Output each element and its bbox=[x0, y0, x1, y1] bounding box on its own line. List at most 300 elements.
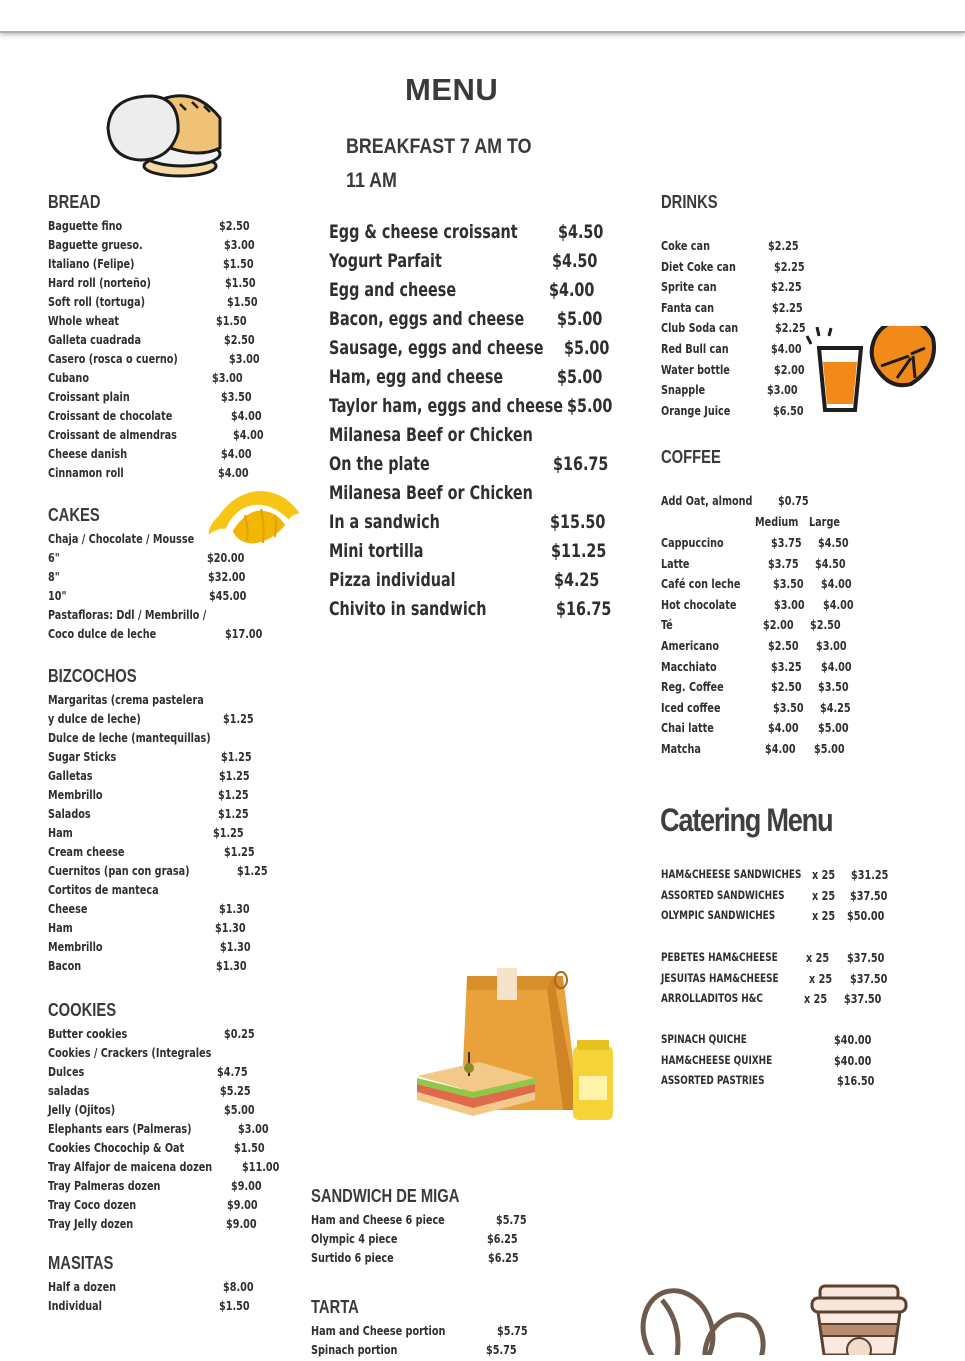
bizcocho-item-price: $1.25 bbox=[223, 711, 254, 726]
breakfast-item-name: Mini tortilla bbox=[329, 540, 424, 562]
coffee-heading: COFFEE bbox=[661, 447, 721, 467]
orange-juice-icon bbox=[805, 326, 937, 418]
croissant-icon bbox=[203, 485, 307, 551]
bread-item bbox=[48, 313, 288, 332]
bread-loaf-icon bbox=[100, 88, 228, 188]
bizcocho-item-price: $1.25 bbox=[221, 749, 252, 764]
bread-item-price: $1.50 bbox=[223, 256, 254, 271]
coffee-item-large: $4.00 bbox=[823, 596, 854, 612]
coffee-item-name: Reg. Coffee bbox=[661, 679, 724, 695]
drink-item bbox=[661, 362, 821, 383]
drink-item bbox=[661, 238, 821, 259]
coffee-item-large: $4.50 bbox=[815, 555, 846, 571]
bizcocho-item bbox=[48, 806, 288, 825]
tarta-item-price: $5.75 bbox=[497, 1323, 528, 1338]
bread-item-name: Cinnamon roll bbox=[48, 465, 124, 480]
breakfast-item bbox=[329, 540, 629, 569]
drink-item bbox=[661, 300, 821, 321]
cookie-item-price: $1.50 bbox=[234, 1140, 265, 1155]
cookie-item-price: $5.00 bbox=[224, 1102, 255, 1117]
drink-item-name: Coke can bbox=[661, 238, 710, 253]
tarta-heading: TARTA bbox=[311, 1297, 359, 1317]
bread-item bbox=[48, 237, 288, 256]
cookie-item-price: $9.00 bbox=[227, 1197, 258, 1212]
cookie-item-price: $5.25 bbox=[220, 1083, 251, 1098]
drink-item-price: $2.00 bbox=[774, 361, 805, 377]
bizcocho-item-name: Dulce de leche (mantequillas) bbox=[48, 730, 211, 745]
catering-item bbox=[661, 971, 901, 992]
bizcocho-item-price: $1.30 bbox=[216, 958, 247, 973]
bread-item-price: $2.50 bbox=[224, 332, 255, 347]
miga-item-name: Olympic 4 piece bbox=[311, 1231, 398, 1246]
cake-item-price: $32.00 bbox=[208, 569, 246, 584]
bread-item-price: $2.50 bbox=[219, 218, 250, 233]
bread-item-name: Soft roll (tortuga) bbox=[48, 294, 146, 309]
bizcocho-item-name: Galletas bbox=[48, 768, 93, 783]
bread-item-name: Cubano bbox=[48, 370, 89, 385]
catering-item bbox=[661, 908, 901, 929]
bizcocho-item-price: $1.25 bbox=[213, 825, 244, 840]
bizcocho-item bbox=[48, 844, 288, 863]
drink-item bbox=[661, 382, 821, 403]
catering-group-1 bbox=[661, 867, 901, 929]
catering-item bbox=[661, 888, 901, 909]
bread-item-name: Cheese danish bbox=[48, 446, 128, 461]
catering-item bbox=[661, 867, 901, 888]
coffee-size-header bbox=[661, 514, 861, 533]
masitas-heading: MASITAS bbox=[48, 1253, 114, 1273]
breakfast-item-price: $4.00 bbox=[549, 279, 595, 301]
cookies-heading: COOKIES bbox=[48, 1000, 117, 1020]
drink-item-price: $2.25 bbox=[774, 258, 805, 274]
miga-item bbox=[311, 1231, 541, 1250]
bizcocho-item bbox=[48, 939, 288, 958]
breakfast-item-name: Milanesa Beef or Chicken bbox=[329, 424, 533, 446]
bread-item-price: $3.00 bbox=[229, 351, 260, 366]
bread-item bbox=[48, 332, 288, 351]
cake-item-name: 8" bbox=[48, 569, 60, 584]
cookie-item-price: $4.75 bbox=[217, 1064, 248, 1079]
catering-item bbox=[661, 1053, 901, 1074]
lunch-bag-icon bbox=[413, 966, 619, 1124]
breakfast-list bbox=[329, 221, 629, 627]
miga-item-name: Surtido 6 piece bbox=[311, 1250, 394, 1265]
bread-item-name: Casero (rosca o cuerno) bbox=[48, 351, 178, 366]
bread-item-price: $4.00 bbox=[218, 465, 249, 480]
cake-item-price: $20.00 bbox=[207, 550, 245, 565]
breakfast-item-price: $16.75 bbox=[556, 598, 612, 620]
coffee-item bbox=[661, 597, 871, 618]
breakfast-item-name: Egg and cheese bbox=[329, 279, 457, 301]
catering-item-name: SPINACH QUICHE bbox=[661, 1032, 747, 1046]
drink-item-price: $2.25 bbox=[775, 320, 806, 336]
breakfast-item-price: $4.50 bbox=[552, 250, 598, 272]
bizcocho-item bbox=[48, 825, 288, 844]
cookie-item-name: Butter cookies bbox=[48, 1026, 128, 1041]
masita-item-name: Half a dozen bbox=[48, 1279, 117, 1294]
coffee-col-large: Large bbox=[809, 514, 840, 529]
bread-item bbox=[48, 389, 288, 408]
cookie-item-name: Dulces bbox=[48, 1064, 85, 1079]
cookie-item bbox=[48, 1121, 298, 1140]
coffee-item-large: $5.00 bbox=[814, 740, 845, 756]
cake-item-name: Pastafloras: Ddl / Membrillo / bbox=[48, 607, 207, 622]
catering-item-qty: x 25 bbox=[812, 908, 836, 924]
cake-item-name: Chaja / Chocolate / Mousse bbox=[48, 531, 195, 546]
coffee-cup-icon bbox=[806, 1278, 912, 1355]
breakfast-item bbox=[329, 482, 629, 511]
breakfast-item-name: Bacon, eggs and cheese bbox=[329, 308, 525, 330]
cookie-item-price: $3.00 bbox=[238, 1121, 269, 1136]
breakfast-item-price: $4.25 bbox=[554, 569, 600, 591]
cake-item bbox=[48, 626, 288, 645]
bizcocho-item-price: $1.30 bbox=[220, 939, 251, 954]
cake-item bbox=[48, 550, 288, 569]
bread-item-price: $4.00 bbox=[231, 408, 262, 423]
bizcocho-item-name: Membrillo bbox=[48, 939, 103, 954]
drink-item-price: $6.50 bbox=[773, 402, 804, 418]
bizcocho-item-name: Salados bbox=[48, 806, 91, 821]
breakfast-item-name: Sausage, eggs and cheese bbox=[329, 337, 544, 359]
bread-item-name: Croissant plain bbox=[48, 389, 130, 404]
bread-item-name: Galleta cuadrada bbox=[48, 332, 141, 347]
masita-item-price: $1.50 bbox=[219, 1298, 250, 1313]
bizcochos-list bbox=[48, 692, 288, 977]
bizcochos-heading: BIZCOCHOS bbox=[48, 666, 137, 686]
drink-item bbox=[661, 403, 821, 424]
drink-item-price: $2.25 bbox=[772, 299, 803, 315]
bread-item bbox=[48, 370, 288, 389]
bizcocho-item-name: y dulce de leche) bbox=[48, 711, 141, 726]
coffee-item bbox=[661, 535, 871, 556]
top-bar bbox=[0, 0, 965, 33]
bizcocho-item-name: Cream cheese bbox=[48, 844, 125, 859]
cookie-item-name: Cookies / Crackers (Integrales bbox=[48, 1045, 212, 1060]
breakfast-item-price: $4.50 bbox=[558, 221, 604, 243]
breakfast-item bbox=[329, 308, 629, 337]
coffee-item-medium: $4.00 bbox=[765, 740, 796, 756]
cakes-heading: CAKES bbox=[48, 505, 100, 525]
drink-item-name: Orange Juice bbox=[661, 402, 731, 418]
catering-item-price: $16.50 bbox=[837, 1073, 875, 1089]
coffee-item-name: Hot chocolate bbox=[661, 596, 737, 612]
bizcocho-item-price: $1.30 bbox=[215, 920, 246, 935]
masita-item-price: $8.00 bbox=[223, 1279, 254, 1294]
catering-item-name: PEBETES HAM&CHEESE bbox=[661, 950, 778, 964]
bizcocho-item bbox=[48, 711, 288, 730]
breakfast-item-price: $5.00 bbox=[564, 337, 610, 359]
catering-item-qty: x 25 bbox=[809, 970, 833, 986]
cake-item-price: $45.00 bbox=[209, 588, 247, 603]
cookie-item-name: saladas bbox=[48, 1083, 90, 1098]
bizcocho-item bbox=[48, 882, 288, 901]
cookie-item-price: $0.25 bbox=[224, 1026, 255, 1041]
breakfast-item bbox=[329, 453, 629, 482]
bizcocho-item bbox=[48, 787, 288, 806]
breakfast-item-name: Chivito in sandwich bbox=[329, 598, 487, 620]
coffee-item bbox=[661, 741, 871, 762]
coffee-item-medium: $3.75 bbox=[771, 535, 802, 550]
bizcocho-item-name: Margaritas (crema pastelera bbox=[48, 692, 204, 707]
bizcocho-item-name: Membrillo bbox=[48, 787, 103, 802]
bread-item bbox=[48, 256, 288, 275]
breakfast-item-name: Taylor ham, eggs and cheese bbox=[329, 395, 564, 417]
catering-item-price: $40.00 bbox=[834, 1032, 872, 1047]
coffee-item bbox=[661, 638, 871, 659]
masita-item-name: Individual bbox=[48, 1298, 102, 1313]
masitas-list bbox=[48, 1279, 288, 1317]
bread-item bbox=[48, 408, 288, 427]
drink-item-name: Red Bull can bbox=[661, 340, 729, 356]
cake-item bbox=[48, 569, 288, 588]
cookie-item bbox=[48, 1178, 298, 1197]
bread-item-name: Hard roll (norteño) bbox=[48, 275, 151, 290]
cookie-item bbox=[48, 1064, 298, 1083]
breakfast-item bbox=[329, 424, 629, 453]
coffee-item-name: Iced coffee bbox=[661, 699, 721, 715]
bizcocho-item-name: Bacon bbox=[48, 958, 82, 973]
breakfast-item-name: On the plate bbox=[329, 453, 430, 475]
drinks-heading: DRINKS bbox=[661, 192, 718, 212]
coffee-item-medium: $4.00 bbox=[768, 720, 799, 736]
coffee-item-large: $3.00 bbox=[816, 637, 847, 653]
cookie-item bbox=[48, 1102, 298, 1121]
bizcocho-item-name: Sugar Sticks bbox=[48, 749, 117, 764]
coffee-item-medium: $2.50 bbox=[771, 679, 802, 695]
tarta-item-name: Ham and Cheese portion bbox=[311, 1323, 446, 1338]
bread-item-price: $4.00 bbox=[233, 427, 264, 442]
bread-item-name: Croissant de almendras bbox=[48, 427, 177, 442]
coffee-item-large: $5.00 bbox=[818, 720, 849, 736]
cookie-item-name: Tray Coco dozen bbox=[48, 1197, 137, 1212]
miga-item bbox=[311, 1212, 541, 1231]
cookie-item-price: $9.00 bbox=[226, 1216, 257, 1231]
breakfast-item bbox=[329, 337, 629, 366]
cake-item-name: Coco dulce de leche bbox=[48, 626, 157, 641]
coffee-item-medium: $3.25 bbox=[771, 658, 802, 674]
cookie-item-name: Tray Palmeras dozen bbox=[48, 1178, 161, 1193]
masita-item bbox=[48, 1279, 288, 1298]
bread-item bbox=[48, 351, 288, 370]
bizcocho-item bbox=[48, 863, 288, 882]
bread-item bbox=[48, 275, 288, 294]
bread-item-price: $4.00 bbox=[221, 446, 252, 461]
cookie-item-name: Jelly (Ojitos) bbox=[48, 1102, 116, 1117]
bizcocho-item-price: $1.25 bbox=[224, 844, 255, 859]
breakfast-item-price: $5.00 bbox=[567, 395, 613, 417]
breakfast-item-name: Ham, egg and cheese bbox=[329, 366, 504, 388]
tarta-item-name: Spinach portion bbox=[311, 1342, 398, 1357]
tarta-item bbox=[311, 1323, 541, 1342]
tarta-list bbox=[311, 1323, 541, 1361]
breakfast-item-price: $5.00 bbox=[557, 308, 603, 330]
bread-item-name: Italiano (Felipe) bbox=[48, 256, 135, 271]
bread-item bbox=[48, 427, 288, 446]
catering-item-name: HAM&CHEESE SANDWICHES bbox=[661, 867, 802, 881]
coffee-item-name: Macchiato bbox=[661, 658, 717, 674]
cookie-item-price: $9.00 bbox=[231, 1178, 262, 1193]
breakfast-item bbox=[329, 366, 629, 395]
coffee-item-medium: $3.75 bbox=[768, 555, 799, 571]
breakfast-item bbox=[329, 569, 629, 598]
coffee-item-large: $4.50 bbox=[818, 535, 849, 550]
sandwich-miga-list bbox=[311, 1212, 541, 1269]
bizcocho-item-name: Cheese bbox=[48, 901, 88, 916]
catering-item-qty: x 25 bbox=[812, 867, 836, 882]
breakfast-item bbox=[329, 395, 629, 424]
coffee-item-name: Matcha bbox=[661, 740, 701, 756]
cake-item-name: 6" bbox=[48, 550, 60, 565]
breakfast-item bbox=[329, 221, 629, 250]
cookie-item-price: $11.00 bbox=[242, 1159, 280, 1174]
bizcocho-item bbox=[48, 768, 288, 787]
bread-item-price: $3.50 bbox=[221, 389, 252, 404]
coffee-item bbox=[661, 576, 871, 597]
catering-item-price: $37.50 bbox=[847, 950, 885, 965]
coffee-item bbox=[661, 556, 871, 577]
coffee-item-medium: $3.00 bbox=[774, 596, 805, 612]
miga-item-name: Ham and Cheese 6 piece bbox=[311, 1212, 445, 1227]
breakfast-item-name: Milanesa Beef or Chicken bbox=[329, 482, 533, 504]
drink-item-name: Diet Coke can bbox=[661, 258, 736, 274]
bizcocho-item-name: Ham bbox=[48, 825, 73, 840]
breakfast-item-price: $15.50 bbox=[550, 511, 606, 533]
drink-item bbox=[661, 279, 821, 300]
catering-item-name: HAM&CHEESE QUIXHE bbox=[661, 1052, 773, 1067]
catering-item-price: $50.00 bbox=[847, 908, 885, 924]
breakfast-heading: BREAKFAST 7 AM TO 11 AM bbox=[346, 135, 532, 192]
bread-item bbox=[48, 446, 288, 465]
catering-item-qty: x 25 bbox=[806, 950, 830, 965]
drink-item-name: Sprite can bbox=[661, 279, 717, 295]
coffee-item-name: Americano bbox=[661, 637, 720, 653]
catering-heading: Catering Menu bbox=[660, 802, 833, 838]
coffee-item-large: $4.00 bbox=[821, 576, 852, 592]
catering-item-name: OLYMPIC SANDWICHES bbox=[661, 908, 776, 923]
cake-item-price: $17.00 bbox=[225, 626, 263, 641]
drink-item-price: $2.25 bbox=[771, 279, 802, 295]
coffee-item bbox=[661, 679, 871, 700]
bizcocho-item bbox=[48, 730, 288, 749]
bread-item-name: Baguette fino bbox=[48, 218, 123, 233]
cookie-item-name: Tray Alfajor de maicena dozen bbox=[48, 1159, 213, 1174]
breakfast-item bbox=[329, 250, 629, 279]
breakfast-item-name: In a sandwich bbox=[329, 511, 440, 533]
masita-item bbox=[48, 1298, 288, 1317]
cake-item-name: 10" bbox=[48, 588, 67, 603]
cookie-item bbox=[48, 1045, 298, 1064]
bizcocho-item-price: $1.25 bbox=[218, 787, 249, 802]
breakfast-item-name: Yogurt Parfait bbox=[329, 250, 442, 272]
bread-item-price: $1.50 bbox=[216, 313, 247, 328]
coffee-item-name: Cappuccino bbox=[661, 535, 724, 550]
bread-item-price: $1.50 bbox=[227, 294, 258, 309]
cookie-item bbox=[48, 1140, 298, 1159]
drink-item bbox=[661, 259, 821, 280]
bread-item-price: $3.00 bbox=[212, 370, 243, 385]
catering-group-2 bbox=[661, 950, 901, 1012]
breakfast-item bbox=[329, 279, 629, 308]
cookie-item bbox=[48, 1083, 298, 1102]
bizcocho-item bbox=[48, 749, 288, 768]
bizcocho-item bbox=[48, 901, 288, 920]
catering-item-qty: x 25 bbox=[812, 887, 836, 903]
bizcocho-item bbox=[48, 920, 288, 939]
miga-item bbox=[311, 1250, 541, 1269]
coffee-item-name: Café con leche bbox=[661, 576, 741, 592]
coffee-item-large: $4.25 bbox=[820, 699, 851, 715]
page-title: MENU bbox=[405, 72, 499, 107]
catering-item-price: $37.50 bbox=[844, 991, 882, 1007]
cookies-list bbox=[48, 1026, 298, 1235]
coffee-col-medium: Medium bbox=[755, 514, 799, 529]
bread-item-price: $3.00 bbox=[224, 237, 255, 252]
coffee-item-large: $4.00 bbox=[821, 658, 852, 674]
breakfast-item-price: $11.25 bbox=[551, 540, 607, 562]
drinks-list bbox=[661, 238, 821, 423]
cookie-item bbox=[48, 1026, 298, 1045]
bread-item-name: Croissant de chocolate bbox=[48, 408, 173, 423]
breakfast-item-price: $5.00 bbox=[557, 366, 603, 388]
cookie-item-name: Elephants ears (Palmeras) bbox=[48, 1121, 192, 1136]
miga-item-price: $6.25 bbox=[487, 1231, 518, 1246]
catering-item-name: JESUITAS HAM&CHEESE bbox=[661, 970, 779, 985]
tarta-item-price: $5.75 bbox=[486, 1342, 517, 1357]
cake-item bbox=[48, 588, 288, 607]
bread-item bbox=[48, 294, 288, 313]
drink-item-price: $4.00 bbox=[771, 340, 802, 356]
catering-item-qty: x 25 bbox=[804, 991, 828, 1007]
cake-item bbox=[48, 607, 288, 626]
bread-list bbox=[48, 218, 288, 484]
drink-item-price: $3.00 bbox=[767, 382, 798, 398]
coffee-item bbox=[661, 720, 871, 741]
catering-item bbox=[661, 1032, 901, 1053]
bizcocho-item-price: $1.25 bbox=[219, 768, 250, 783]
coffee-item bbox=[661, 617, 871, 638]
catering-item bbox=[661, 1073, 901, 1094]
catering-item-price: $37.50 bbox=[850, 887, 888, 903]
coffee-list bbox=[661, 535, 871, 762]
catering-item-price: $40.00 bbox=[834, 1052, 872, 1068]
coffee-item-name: Té bbox=[661, 617, 673, 633]
bizcocho-item-name: Cortitos de manteca bbox=[48, 882, 159, 897]
catering-item bbox=[661, 991, 901, 1012]
catering-group-3 bbox=[661, 1032, 901, 1094]
drink-item-price: $2.25 bbox=[768, 238, 799, 253]
breakfast-item bbox=[329, 511, 629, 540]
coffee-item bbox=[661, 659, 871, 680]
breakfast-item-name: Egg & cheese croissant bbox=[329, 221, 518, 243]
bizcocho-item-price: $1.30 bbox=[219, 901, 250, 916]
bizcocho-item-price: $1.25 bbox=[218, 806, 249, 821]
coffee-beans-icon bbox=[630, 1288, 770, 1355]
catering-item-price: $37.50 bbox=[850, 970, 888, 986]
breakfast-item bbox=[329, 598, 629, 627]
cookie-item bbox=[48, 1197, 298, 1216]
catering-item-name: ARROLLADITOS H&C bbox=[661, 991, 763, 1006]
bread-heading: BREAD bbox=[48, 192, 101, 212]
catering-item bbox=[661, 950, 901, 971]
catering-item-name: ASSORTED SANDWICHES bbox=[661, 887, 785, 902]
cookie-item-name: Tray Jelly dozen bbox=[48, 1216, 134, 1231]
bread-item bbox=[48, 218, 288, 237]
drink-item bbox=[661, 341, 821, 362]
coffee-item-medium: $2.00 bbox=[763, 617, 794, 633]
bread-item-price: $1.50 bbox=[225, 275, 256, 290]
coffee-addon: Add Oat, almond $0.75 bbox=[661, 493, 809, 508]
cookie-item bbox=[48, 1159, 298, 1178]
